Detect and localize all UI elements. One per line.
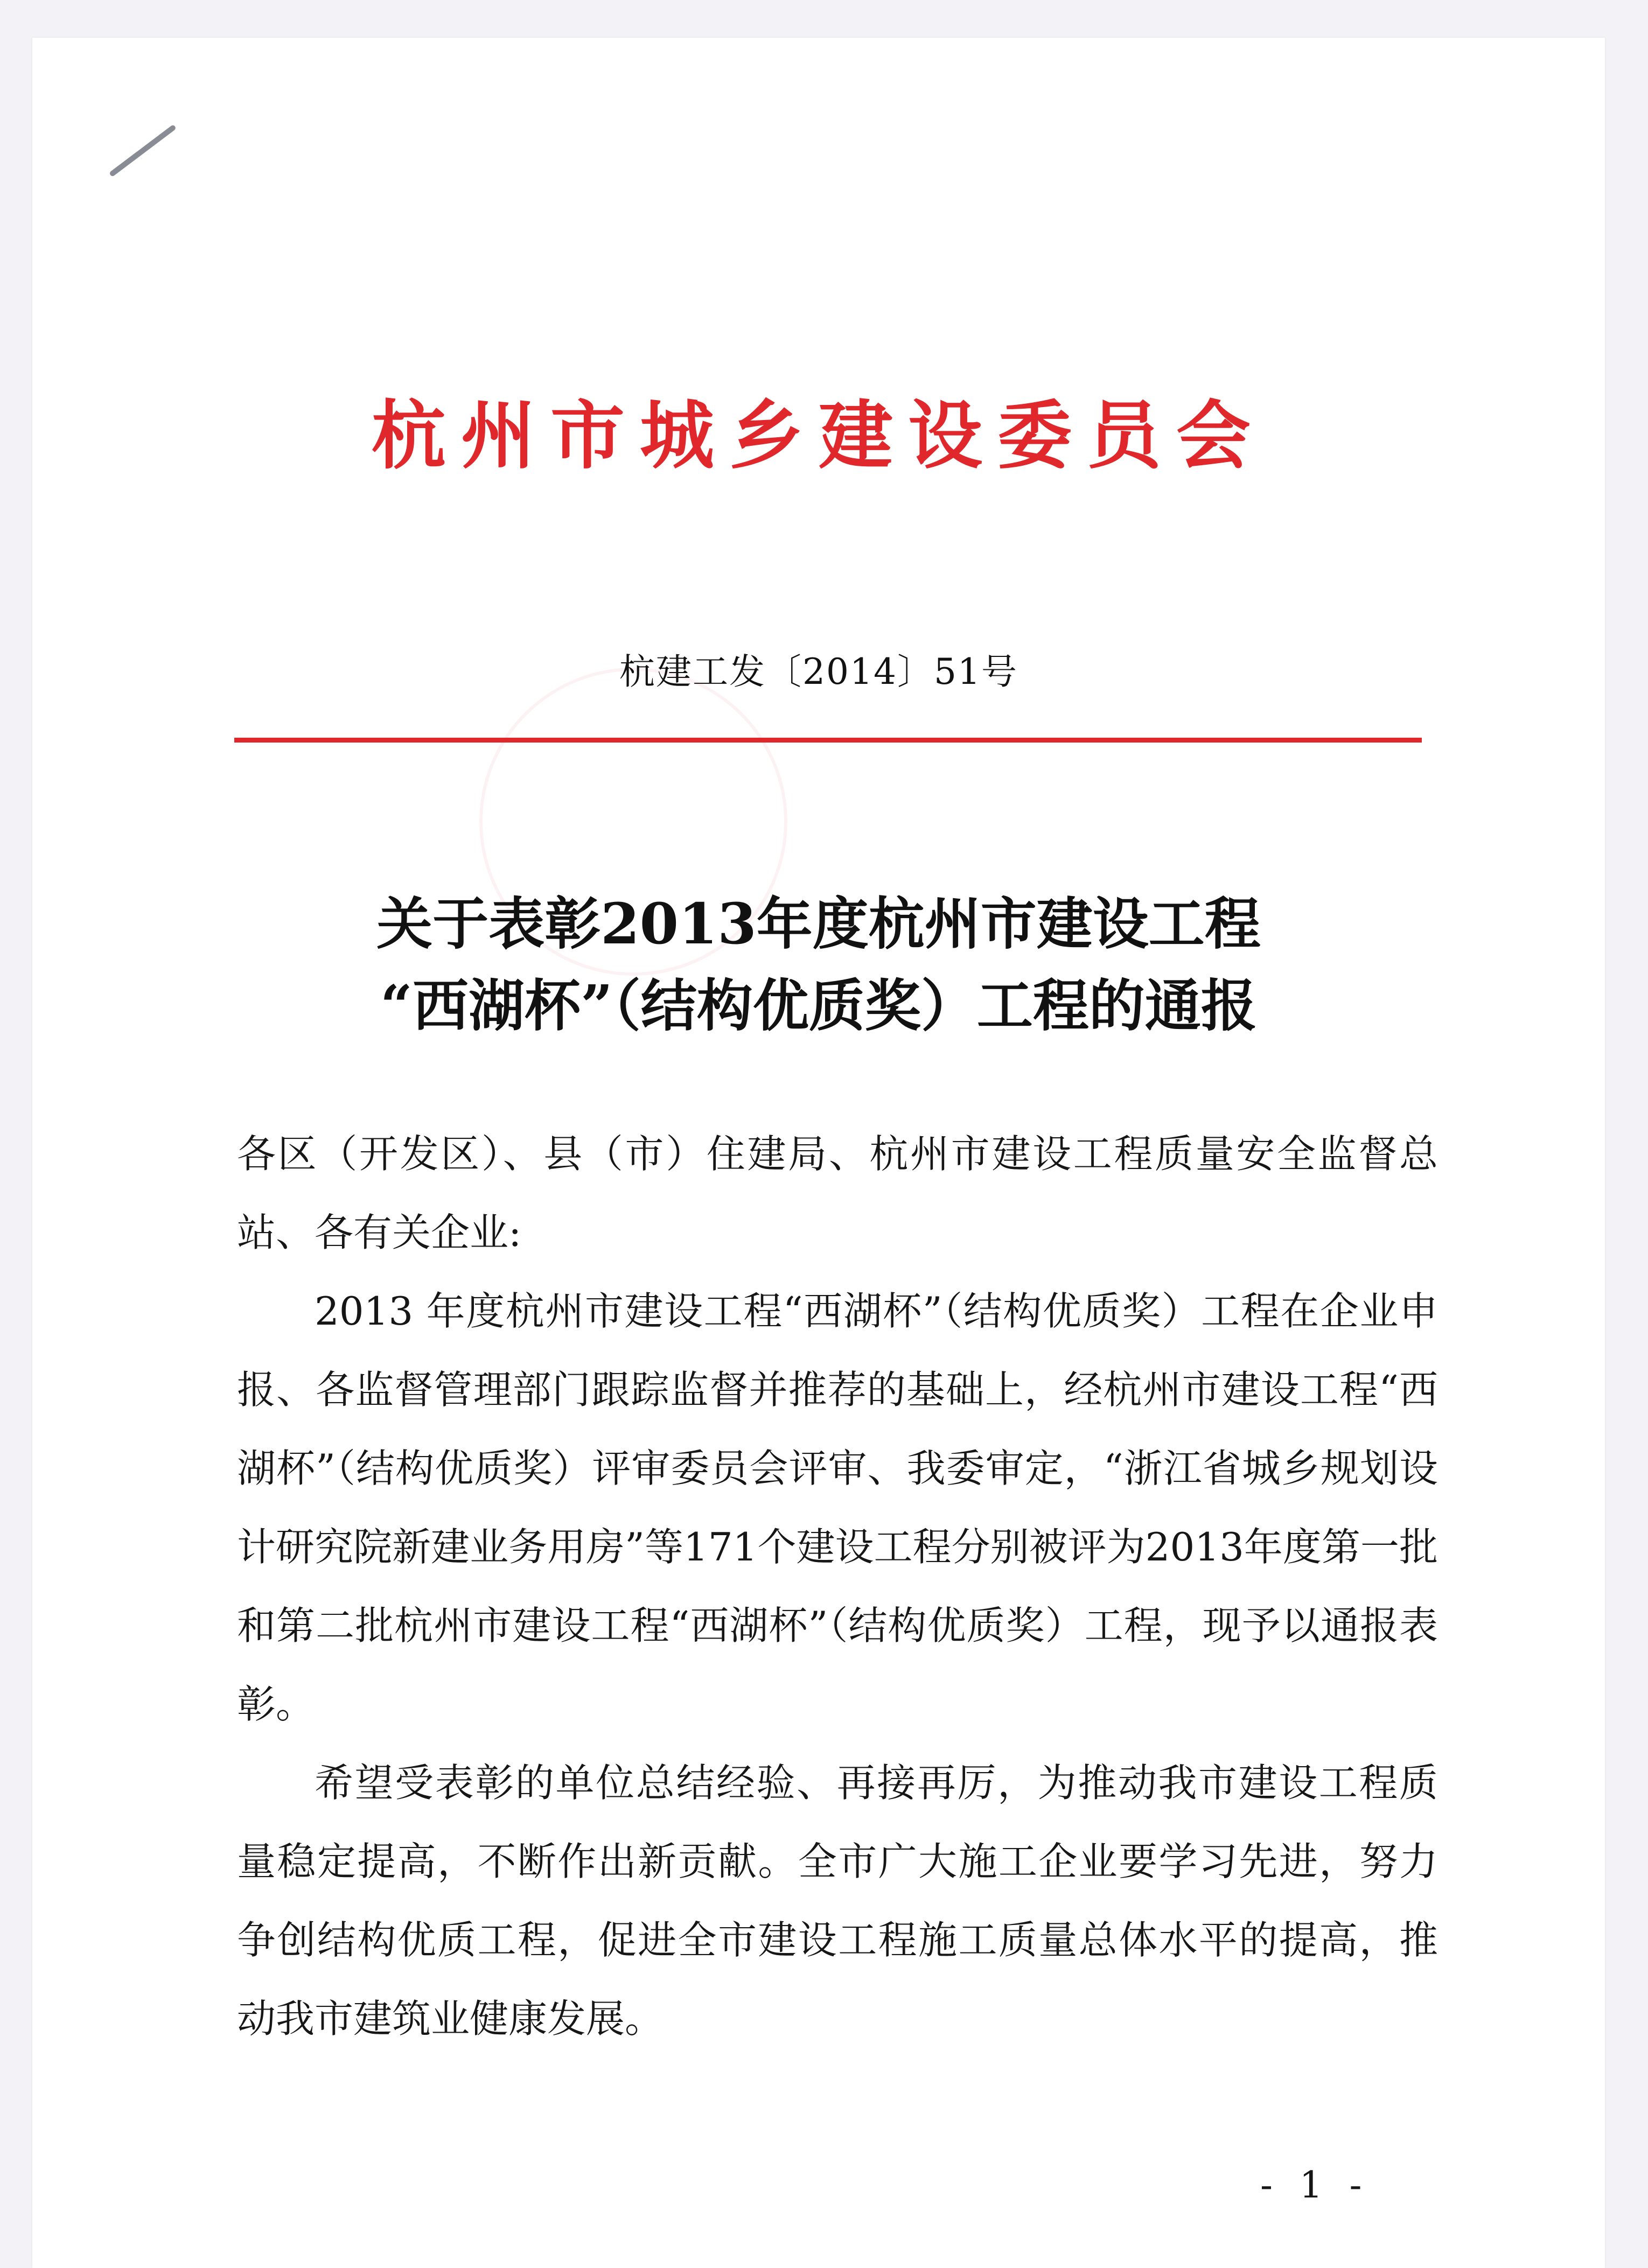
title-line-1: 关于表彰2013年度杭州市建设工程 <box>376 891 1261 957</box>
staple <box>109 124 177 177</box>
page-number: - 1 - <box>1260 2164 1370 2207</box>
salutation: 各区（开发区）、县（市）住建局、杭州市建设工程质量安全监督总站、各有关企业: <box>237 1131 1438 1255</box>
document-number: 杭建工发〔2014〕51号 <box>619 651 1018 692</box>
document-body <box>237 1115 1438 2058</box>
document-title <box>32 883 1605 1047</box>
issuer-header: 杭州市城乡建设委员会 <box>371 391 1266 479</box>
red-divider-line <box>234 738 1422 743</box>
title-line-2: “西湖杯”（结构优质奖）工程的通报 <box>380 972 1257 1039</box>
document-page <box>32 38 1605 2268</box>
body-paragraph-1: 2013 年度杭州市建设工程“西湖杯”（结构优质奖）工程在企业申报、各监督管理部门跟踪监督并推荐的基础上，经杭州市建设工程“西湖杯”（结构优质奖）评审委员会评审、我委审定，“浙江省城乡规划设计研究院新建业务用房”等171个建设工程分别被评为2013年度第一批和第二批杭州市建设工程“西湖杯”（结构优质奖）工程，现予以通报表彰。 <box>237 1289 1438 1727</box>
body-paragraph-2: 希望受表彰的单位总结经验、再接再厉，为推动我市建设工程质量稳定提高，不断作出新贡献。全市广大施工企业要学习先进，努力争创结构优质工程，促进全市建设工程施工质量总体水平的提高，推动我市建筑业健康发展。 <box>237 1760 1438 2041</box>
